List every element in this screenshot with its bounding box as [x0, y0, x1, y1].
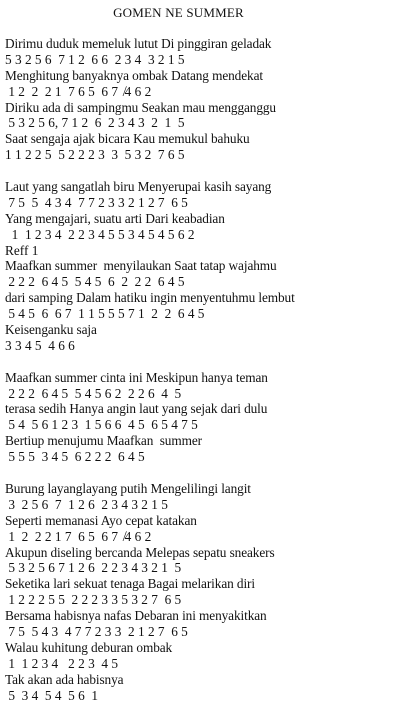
lyric-line: Menghitung banyaknya ombak Datang mendekat	[5, 67, 263, 83]
blank-line	[5, 354, 403, 370]
lyric-line: Seketika lari sekuat tenaga Bagai melarikan diri	[5, 576, 255, 592]
lyric-line: dari samping Dalam hatiku ingin menyentuhmu lembut	[5, 290, 295, 306]
lyric-line: Keisenganku saja	[5, 322, 97, 338]
notation-line: 1 2 2 2 5 5 2 2 2 3 3 5 3 2 7 6 5	[5, 592, 182, 608]
blank-line	[5, 163, 403, 179]
lyric-line: terasa sedih Hanya angin laut yang sejak dari dulu	[5, 401, 268, 417]
lyric-line: Dirimu duduk memeluk lutut Di pinggiran geladak	[5, 36, 272, 51]
lyric-line: Akupun diseling bercanda Melepas sepatu sneakers	[5, 544, 275, 560]
notation-line: 5 5 5 3 4 5 6 2 2 2 6 4 5	[5, 449, 145, 465]
lyric-line: Bersama habisnya nafas Debaran ini menyakitkan	[5, 608, 267, 624]
notation-line: 5 3 2 5 6, 7 1 2 6 2 3 4 3 2 1 5	[5, 115, 185, 131]
lyric-line: Maafkan summer cinta ini Meskipun hanya teman	[5, 369, 268, 385]
lyric-line: Seperti memanasi Ayo cepat katakan	[5, 512, 197, 528]
song-title: GOMEN NE SUMMER	[113, 5, 244, 20]
notation-line: 1 2 2 2 1 7 6 5 6 7 ̸4 6 2	[5, 528, 152, 544]
lyric-line: Bertiup menujumu Maafkan summer	[5, 433, 202, 449]
notation-line: 5 3 4 5 4 5 6 1	[5, 687, 99, 703]
notation-line: 1 2 2 2 1 7 6 5 6 7 ̸4 6 2	[5, 83, 152, 99]
lyric-line: Walau kuhitung deburan ombak	[5, 639, 173, 655]
notation-line: 5 4 5 6 1 2 3 1 5 6 6 4 5 6 5 4 7 5	[5, 417, 198, 433]
notation-line: 5 3 2 5 6 7 1 2 6 6 2 3 4 3 2 1 5	[5, 51, 185, 67]
lyric-line: Diriku ada di sampingmu Seakan mau mengganggu	[5, 99, 276, 115]
notation-line: 1 1 2 3 4 2 2 3 4 5 5 3 4 5 4 5 6 2	[5, 226, 195, 242]
lyric-line: Burung layanglayang putih Mengelilingi langit	[5, 480, 251, 496]
blank-line	[5, 465, 403, 481]
lyric-line: Laut yang sangatlah biru Menyerupai kasih sayang	[5, 179, 272, 195]
lyric-line: Saat sengaja ajak bicara Kau memukul bahuku	[5, 131, 250, 147]
notation-line: 7 5 5 4 3 4 7 7 2 3 3 2 1 2 7 6 5	[5, 623, 188, 639]
notation-line: 7 5 5 4 3 4 7 7 2 3 3 2 1 2 7 6 5	[5, 194, 188, 210]
notation-line: 2 2 2 6 4 5 5 4 5 6 2 2 2 6 4 5	[5, 274, 185, 290]
notation-line: 2 2 2 6 4 5 5 4 5 6 2 2 2 6 4 5	[5, 385, 182, 401]
notation-line: 5 3 2 5 6 7 1 2 6 2 2 3 4 3 2 1 5	[5, 560, 182, 576]
lyric-line: Tak akan ada habisnya	[5, 671, 124, 687]
lyric-line: Yang mengajari, suatu arti Dari keabadian	[5, 210, 225, 226]
lyric-line: Maafkan summer menyilaukan Saat tatap wajahmu	[5, 258, 277, 274]
notation-line: 1 1 2 3 4 2 2 3 4 5	[5, 655, 119, 671]
section-label: Reff 1	[5, 242, 39, 258]
notation-line: 5 4 5 6 6 7 1 1 5 5 5 7 1 2 2 6 4 5	[5, 306, 205, 322]
song-body	[5, 36, 403, 703]
notation-line: 3 2 5 6 7 1 2 6 2 3 4 3 2 1 5	[5, 496, 168, 512]
notation-line: 1 1 2 2 5 5 2 2 2 3 3 5 3 2 7 6 5	[5, 147, 185, 163]
notation-line: 3 3 4 5 4 6 6	[5, 337, 75, 353]
